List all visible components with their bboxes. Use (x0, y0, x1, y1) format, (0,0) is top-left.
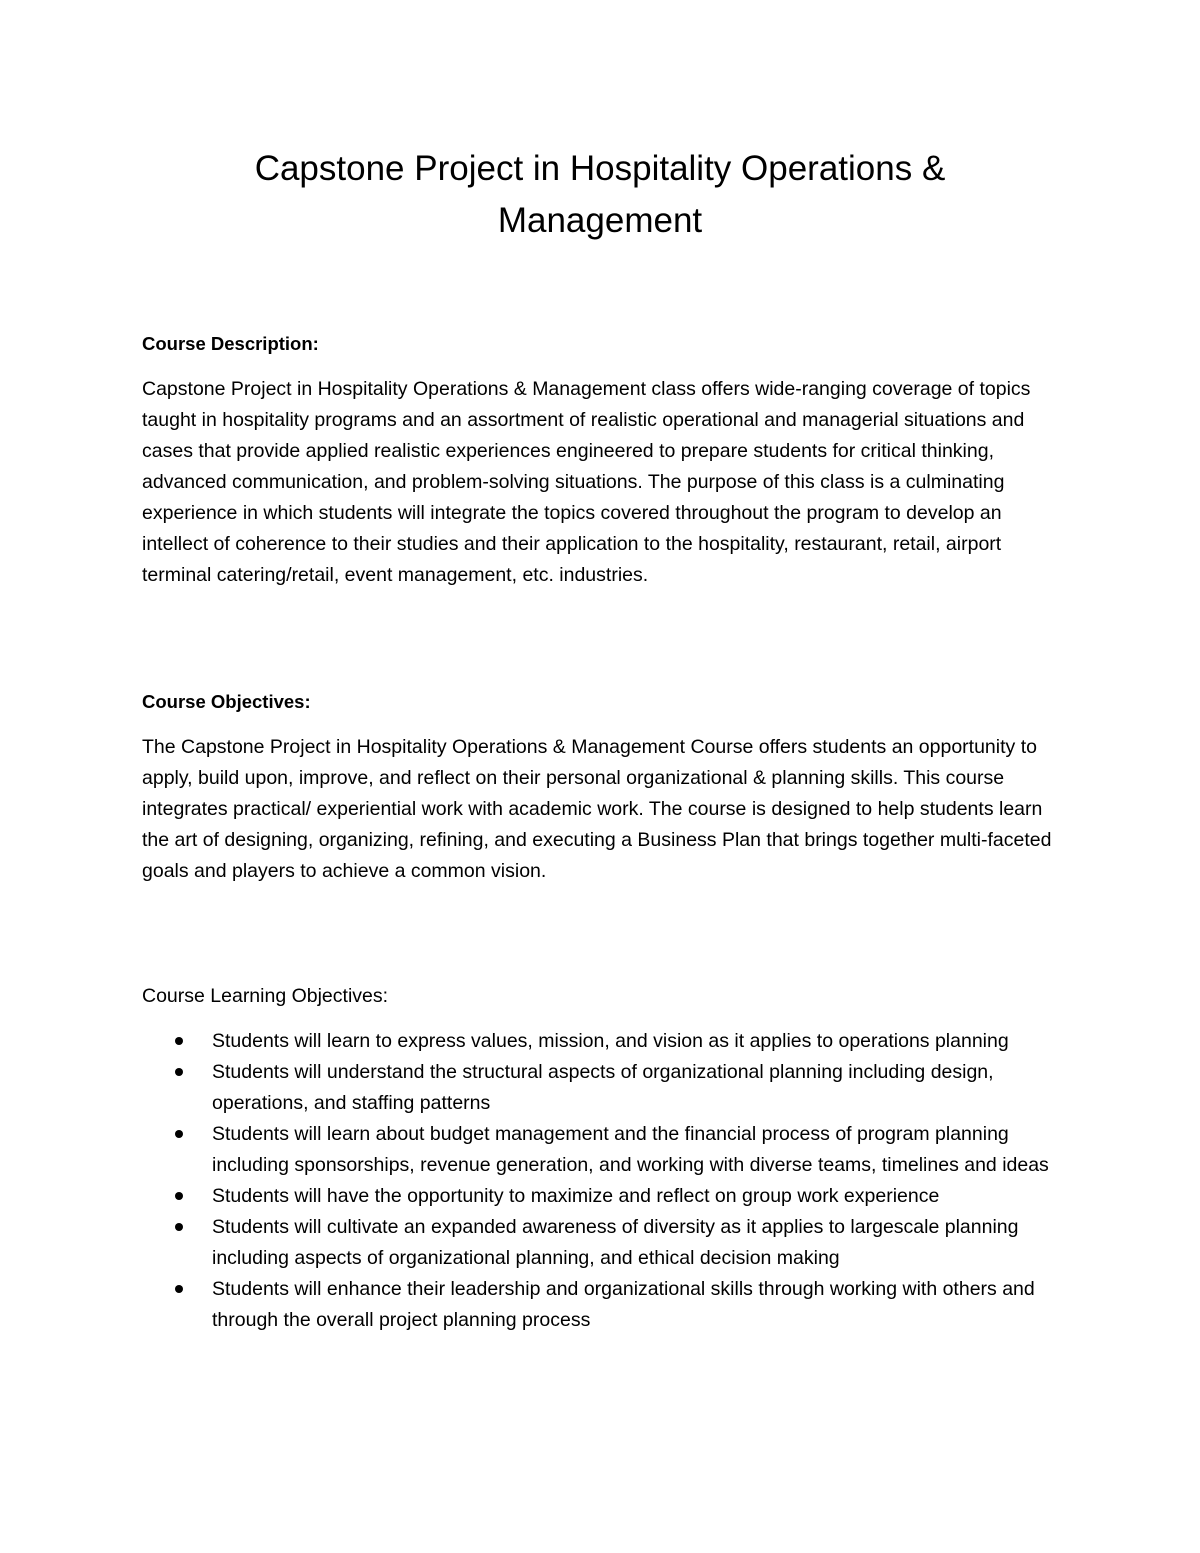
course-objectives-heading: Course Objectives: (142, 691, 311, 712)
list-item (142, 1212, 1067, 1274)
list-item-text: Students will cultivate an expanded awareness of diversity as it applies to largescale planning including aspects of organizational planning, and ethical decision making (212, 1216, 1019, 1269)
list-item (142, 1119, 1067, 1181)
learning-objectives-list (142, 1026, 1067, 1336)
list-item-text: Students will enhance their leadership and organizational skills through working with others and through the overall project planning process (212, 1278, 1035, 1331)
course-description-heading: Course Description: (142, 333, 319, 354)
list-item (142, 1274, 1067, 1336)
document-title-line2: Management (497, 201, 703, 240)
course-objectives-body: The Capstone Project in Hospitality Operations & Management Course offers students an opportunity to apply, build upon, improve, and reflect on their personal organizational & planning skills. This course integrates practical/ experiential work with academic work. The course is designed to help students learn the art of designing, organizing, refining, and executing a Business Plan that brings together multi-faceted goals and players to achieve a common vision. (142, 736, 1052, 882)
list-item-text: Students will learn to express values, mission, and vision as it applies to operations planning (212, 1030, 1009, 1052)
list-item-text: Students will understand the structural aspects of organizational planning including design, operations, and staffing patterns (212, 1061, 994, 1114)
bullet-icon (175, 1037, 183, 1045)
bullet-icon (175, 1192, 183, 1200)
bullet-icon (175, 1223, 183, 1231)
document-title-line1: Capstone Project in Hospitality Operations & (254, 149, 946, 188)
list-item (142, 1057, 1067, 1119)
bullet-icon (175, 1285, 183, 1293)
list-item (142, 1181, 1067, 1212)
course-description-body: Capstone Project in Hospitality Operations & Management class offers wide-ranging coverage of topics taught in hospitality programs and an assortment of realistic operational and managerial situations and cases that provide applied realistic experiences engineered to prepare students for critical thinking, advanced communication, and problem-solving situations. The purpose of this class is a culminating experience in which students will integrate the topics covered throughout the program to develop an intellect of coherence to their studies and their application to the hospitality, restaurant, retail, airport terminal catering/retail, event management, etc. industries. (142, 378, 1031, 586)
list-item-text: Students will have the opportunity to maximize and reflect on group work experience (212, 1185, 940, 1207)
bullet-icon (175, 1068, 183, 1076)
bullet-icon (175, 1130, 183, 1138)
list-item-text: Students will learn about budget management and the financial process of program planning including sponsorships, revenue generation, and working with diverse teams, timelines and ideas (212, 1123, 1049, 1176)
document-title (150, 143, 1050, 247)
list-item (142, 1026, 1067, 1057)
learning-objectives-heading: Course Learning Objectives: (142, 985, 389, 1007)
